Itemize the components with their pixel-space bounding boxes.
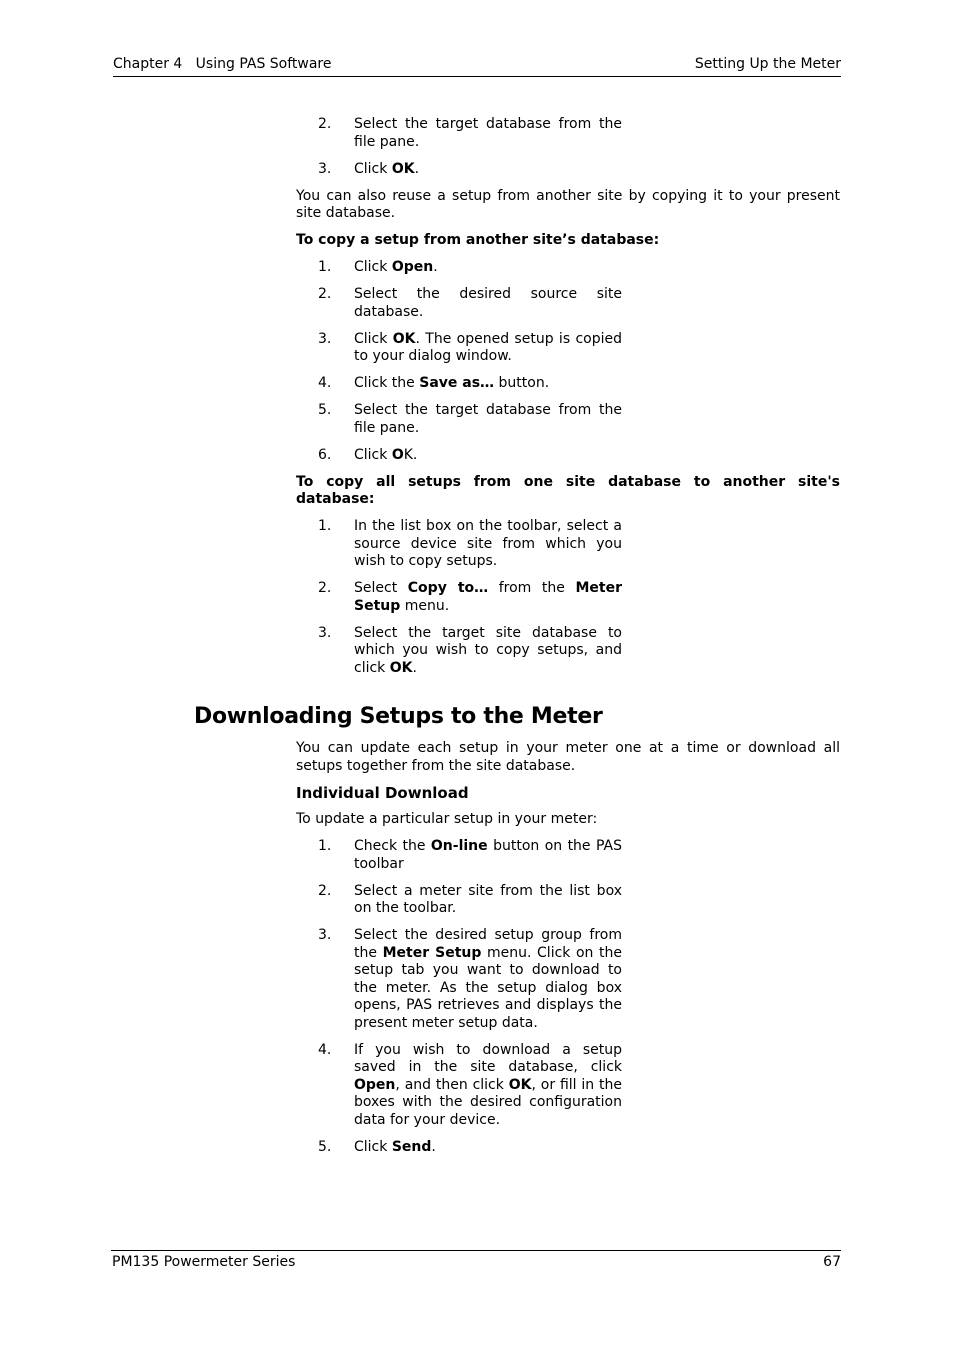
list-item: 1. Check the On-line button on the PAS toolbar (318, 838, 622, 872)
list-item: 5. Click Send. (318, 1138, 436, 1155)
section-title: Downloading Setups to the Meter (194, 704, 603, 729)
list-item: 2. Select Copy to… from the Meter Setup menu. (318, 580, 623, 614)
paragraph: You can update each setup in your meter one at a time or download all setups together from the site database. (296, 740, 840, 774)
paragraph: You can also reuse a setup from another site by copying it to your present site database. (296, 187, 840, 221)
procedure-heading: To copy a setup from another site’s database: (296, 232, 660, 248)
footer-product: PM135 Powermeter Series (112, 1254, 296, 1270)
paragraph: To update a particular setup in your meter: (296, 811, 598, 827)
list-item: 2. Select a meter site from the list box on the toolbar. (318, 882, 622, 916)
list-item: 3. Select the desired setup group from the Meter Setup menu. Click on the setup tab you want to download to the meter. As the setup dialog box opens, PAS retrieves and displays the present meter setup data. (318, 927, 622, 1031)
header-chapter: Chapter 4 Using PAS Software (113, 56, 332, 72)
page-header (113, 56, 841, 77)
header-section: Setting Up the Meter (694, 56, 841, 72)
procedure-heading: To copy all setups from one site database to another site's database: (296, 473, 840, 507)
page-body (296, 116, 840, 687)
list-item: 4. Click the Save as… button. (318, 375, 550, 391)
list-item: 6. Click OK. (318, 446, 418, 463)
section-body (296, 740, 840, 1166)
page-number: 67 (823, 1254, 841, 1270)
page-footer (111, 1250, 841, 1270)
list-item: 1. Click Open. (318, 259, 438, 275)
list-item: 3. Select the target site database to which you wish to copy setups, and click OK. (318, 624, 622, 676)
list-item: 2. Select the desired source site database. (318, 286, 622, 320)
list-item: 5. Select the target database from the file pane. (318, 402, 622, 436)
subsection-title: Individual Download (296, 783, 469, 802)
list-item: 2. Select the target database from the file pane. (318, 116, 622, 150)
list-item: 4. If you wish to download a setup saved in the site database, click Open, and then click OK, or fill in the boxes with the desired configuration data for your device. (318, 1041, 622, 1128)
list-item: 3. Click OK. (318, 160, 420, 177)
list-item: 1. In the list box on the toolbar, select a source device site from which you wish to copy setups. (318, 518, 622, 569)
list-item: 3. Click OK. The opened setup is copied to your dialog window. (318, 330, 623, 364)
